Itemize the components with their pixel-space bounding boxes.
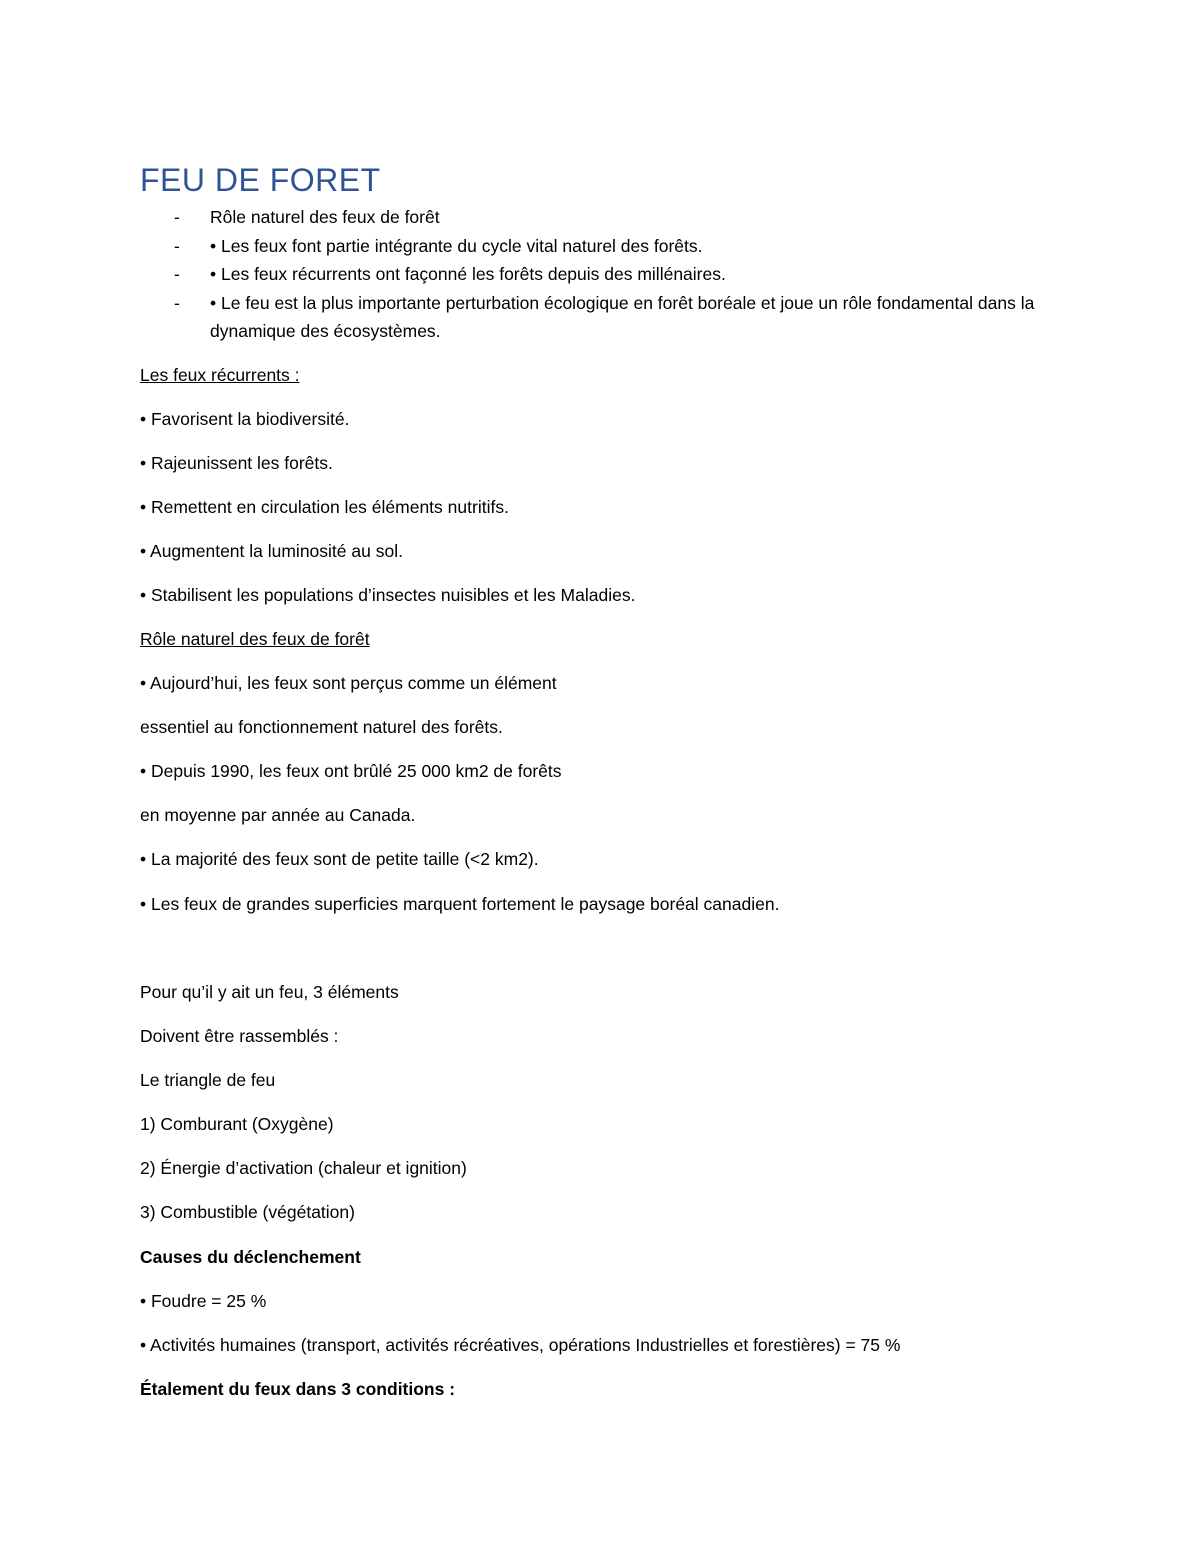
dash-marker: - xyxy=(174,207,180,227)
list-item-text: • Les feux font partie intégrante du cycle vital naturel des forêts. xyxy=(210,235,703,256)
intro-dash-list xyxy=(140,203,1040,346)
role-line: • Les feux de grandes superficies marquent fortement le paysage boréal canadien. xyxy=(140,894,780,914)
triangle-line: 3) Combustible (végétation) xyxy=(140,1202,355,1222)
triangle-line: Pour qu’il y ait un feu, 3 éléments xyxy=(140,982,399,1002)
list-item xyxy=(140,203,1040,232)
role-heading: Rôle naturel des feux de forêt xyxy=(140,629,370,649)
triangle-line: Doivent être rassemblés : xyxy=(140,1026,339,1046)
recurrents-item: • Favorisent la biodiversité. xyxy=(140,409,350,429)
list-item xyxy=(140,232,1040,261)
triangle-line: 1) Comburant (Oxygène) xyxy=(140,1114,334,1134)
list-item-text: Rôle naturel des feux de forêt xyxy=(210,207,440,227)
list-item xyxy=(140,260,1040,289)
recurrents-item: • Stabilisent les populations d’insectes nuisibles et les Maladies. xyxy=(140,585,636,605)
page-title: FEU DE FORET xyxy=(140,162,381,198)
recurrents-item: • Augmentent la luminosité au sol. xyxy=(140,541,403,561)
role-line: • Aujourd’hui, les feux sont perçus comme un élément xyxy=(140,673,557,693)
list-item-text: • Le feu est la plus importante perturbation écologique en forêt boréale et joue un rôle fondamental dans la dynamique des écosystèmes. xyxy=(210,292,1035,342)
causes-heading: Causes du déclenchement xyxy=(140,1247,361,1267)
etalement-heading: Étalement du feux dans 3 conditions : xyxy=(140,1379,456,1399)
recurrents-item: • Rajeunissent les forêts. xyxy=(140,453,333,473)
list-item xyxy=(140,289,1040,346)
role-line: essentiel au fonctionnement naturel des forêts. xyxy=(140,717,503,737)
role-line: en moyenne par année au Canada. xyxy=(140,805,416,825)
role-line: • Depuis 1990, les feux ont brûlé 25 000 km2 de forêts xyxy=(140,761,562,781)
recurrents-heading: Les feux récurrents : xyxy=(140,365,300,385)
dash-marker: - xyxy=(174,292,180,313)
dash-marker: - xyxy=(174,264,180,285)
dash-marker: - xyxy=(174,235,180,256)
triangle-line: 2) Énergie d’activation (chaleur et ignition) xyxy=(140,1158,467,1178)
triangle-line: Le triangle de feu xyxy=(140,1070,276,1090)
causes-item: • Foudre = 25 % xyxy=(140,1291,267,1311)
causes-item: • Activités humaines (transport, activités récréatives, opérations Industrielles et forestières) = 75 % xyxy=(140,1335,901,1355)
role-line: • La majorité des feux sont de petite taille (<2 km2). xyxy=(140,849,539,869)
list-item-text: • Les feux récurrents ont façonné les forêts depuis des millénaires. xyxy=(210,264,726,285)
recurrents-item: • Remettent en circulation les éléments nutritifs. xyxy=(140,497,509,517)
